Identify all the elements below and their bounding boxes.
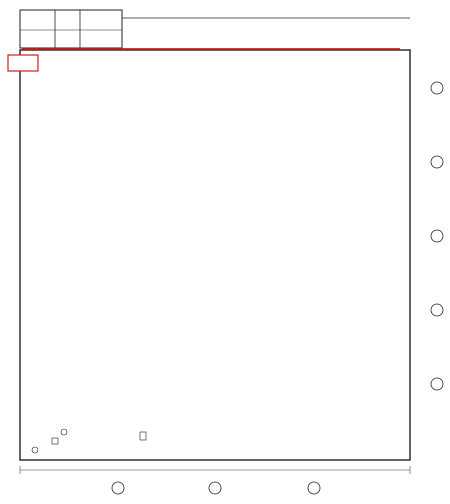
col-bubble-3	[308, 482, 320, 494]
bottom-dimension	[20, 466, 410, 474]
row-bubble-b	[431, 156, 443, 168]
row-bubble-a	[431, 82, 443, 94]
column-markers	[32, 429, 146, 453]
office-block	[20, 10, 122, 48]
row-bubble-c	[431, 230, 443, 242]
col-bubble-1	[112, 482, 124, 494]
col-bubble-2	[209, 482, 221, 494]
row-bubble-e	[431, 378, 443, 390]
building-wall	[20, 50, 410, 460]
ap-legend	[8, 55, 38, 71]
row-bubble-d	[431, 304, 443, 316]
